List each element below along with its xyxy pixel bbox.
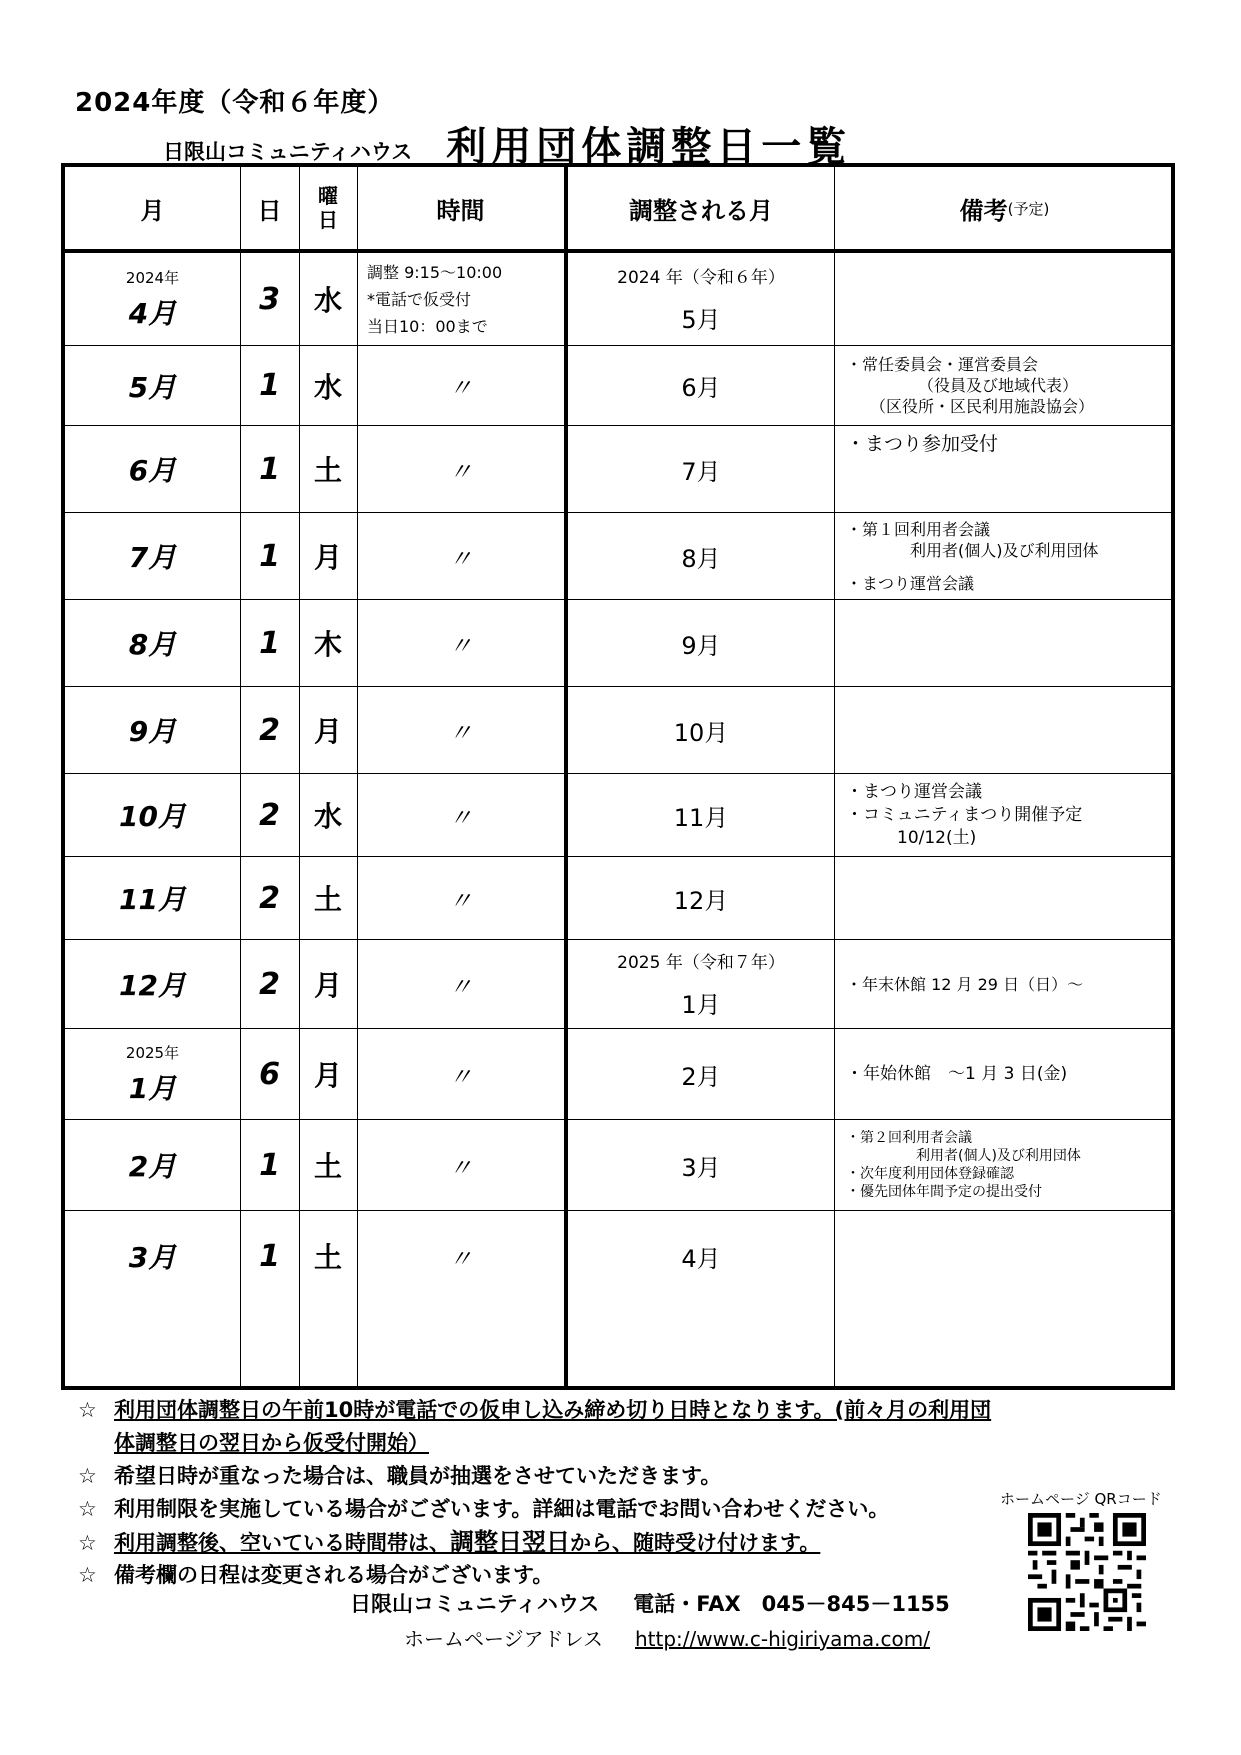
notes-text: ・まつり運営会議	[846, 573, 975, 593]
month-cell: 2月	[128, 1150, 177, 1183]
day-cell: 2	[259, 966, 280, 1002]
time-cell: 〃	[448, 1244, 473, 1273]
adjusted-month-cell: 9月	[681, 631, 721, 660]
notes-cell	[834, 1120, 1175, 1210]
weekday-cell: 月	[313, 1059, 342, 1092]
month-cell: 10月	[119, 800, 186, 833]
notes-cell	[834, 687, 1175, 773]
star-icon: ☆	[78, 1531, 97, 1555]
notes-cell	[834, 253, 1175, 345]
time-cell: 〃	[448, 886, 473, 915]
notes-cell	[834, 1211, 1175, 1386]
footer-note-emphasis: 調整日翌日	[450, 1528, 570, 1556]
table-row	[65, 1211, 1171, 1386]
notes-cell	[834, 857, 1175, 939]
contact-org: 日限山コミュニティハウス	[350, 1592, 600, 1616]
adjusted-month-cell	[568, 940, 834, 1028]
notes-text: ・常任委員会・運営委員会 （役員及び地域代表） （区役所・区民利用施設協会）	[846, 355, 1095, 416]
table-row	[65, 774, 1171, 857]
month-cell: 7月	[128, 541, 177, 574]
month-cell: 9月	[128, 715, 177, 748]
adjusted-month-cell: 6月	[681, 374, 721, 402]
footer-note	[78, 1427, 1178, 1460]
adjusted-year: 2025 年（令和７年）	[617, 953, 785, 973]
star-icon: ☆	[78, 1563, 97, 1587]
table-header	[65, 167, 1171, 253]
adjusted-month: 5月	[681, 306, 721, 334]
weekday-cell: 水	[313, 800, 342, 833]
page-title: 利用団体調整日一覧	[446, 124, 852, 170]
fiscal-year: 2024年度（令和６年度）	[75, 88, 395, 118]
table-row	[65, 426, 1171, 513]
footer-note-text: 希望日時が重なった場合は、職員が抽選をさせていただきます。	[114, 1464, 722, 1488]
notes-text: ・年始休館 ～1 月 3 日(金)	[846, 1063, 1068, 1084]
contact-line	[350, 1588, 984, 1618]
table-row	[65, 253, 1171, 346]
adjusted-month: 1月	[681, 991, 721, 1019]
notes-cell	[834, 426, 1175, 512]
table-row	[65, 346, 1171, 426]
notes-cell	[834, 513, 1175, 599]
notes-text: ・第２回利用者会議 利用者(個人)及び利用団体 ・次年度利用団体登録確認 ・優先団体年間予定の提出受付	[846, 1130, 1081, 1200]
time-cell: 〃	[448, 972, 473, 1001]
header-weekday-2: 日	[318, 208, 338, 232]
adjusted-month-cell: 8月	[681, 544, 721, 573]
footer-note-text: 利用団体調整日の午前10時が電話での仮申し込み締め切り日時となります。(前々月の利用団	[114, 1398, 992, 1422]
month-cell: 11月	[119, 883, 186, 916]
header-notes-suffix: (予定)	[1007, 199, 1050, 218]
day-cell: 1	[259, 451, 280, 487]
day-cell: 1	[259, 625, 280, 661]
day-cell: 2	[259, 880, 280, 916]
time-cell: 〃	[448, 803, 473, 832]
notes-text: ・まつり運営会議 ・コミュニティまつり開催予定 10/12(土)	[846, 781, 1083, 848]
month-cell: 12月	[119, 969, 186, 1002]
month-cell: 8月	[128, 628, 177, 661]
weekday-cell: 水	[313, 284, 342, 317]
notes-cell	[834, 600, 1175, 686]
weekday-cell: 月	[313, 715, 342, 748]
adjusted-month-cell: 4月	[681, 1244, 721, 1273]
month-cell	[65, 253, 240, 345]
adjusted-year: 2024 年（令和６年）	[617, 268, 785, 288]
year-label: 2025年	[125, 1043, 180, 1062]
adjusted-month-cell: 10月	[673, 718, 729, 747]
homepage-url-link[interactable]: http://www.c-higiriyama.com/	[635, 1627, 930, 1651]
adjusted-month-cell: 3月	[681, 1153, 721, 1182]
homepage-label: ホームページアドレス	[404, 1627, 603, 1651]
day-cell: 1	[259, 368, 280, 403]
day-cell: 6	[259, 1056, 280, 1092]
header-weekday-1: 曜	[318, 184, 338, 208]
footer-note-text: 備考欄の日程は変更される場合がございます。	[114, 1563, 554, 1587]
footer-note-text: 利用調整後、空いている時間帯は、	[114, 1531, 450, 1555]
time-cell: 〃	[448, 631, 473, 660]
weekday-cell: 月	[313, 969, 342, 1002]
time-cell: 〃	[448, 1153, 473, 1182]
schedule-table	[61, 163, 1175, 1390]
weekday-cell: 土	[313, 883, 342, 916]
time-cell: 〃	[448, 1062, 473, 1091]
footer-note	[78, 1394, 1178, 1427]
day-cell: 3	[259, 281, 280, 317]
header-time: 時間	[436, 196, 485, 225]
contact-phone: 電話・FAX 045－845－1155	[633, 1592, 950, 1616]
header-adjusted-month: 調整される月	[629, 196, 773, 225]
month-cell: 3月	[128, 1241, 177, 1274]
table-row	[65, 687, 1171, 774]
day-cell: 1	[259, 1238, 280, 1274]
header-notes	[834, 167, 1175, 249]
notes-text: ・まつり参加受付	[846, 433, 999, 455]
time-line: 当日10：00まで	[367, 316, 488, 336]
table-row	[65, 1029, 1171, 1120]
time-cell: 〃	[448, 544, 473, 573]
month-cell: 5月	[128, 370, 177, 404]
time-cell: 〃	[448, 718, 473, 747]
qr-label: ホームページ QRコード	[1000, 1490, 1162, 1508]
footer-note-text: から、随時受け付けます。	[570, 1531, 821, 1555]
star-icon: ☆	[78, 1464, 97, 1488]
time-line: 調整 9:15～10:00	[367, 262, 503, 282]
notes-cell	[834, 940, 1175, 1028]
time-cell	[357, 253, 564, 345]
header-weekday	[299, 167, 357, 249]
adjusted-month-cell: 7月	[681, 457, 721, 486]
qr-code-icon[interactable]	[1028, 1513, 1146, 1631]
year-label: 2024年	[125, 268, 180, 287]
notes-cell	[834, 346, 1175, 425]
weekday-cell: 土	[313, 1150, 342, 1183]
day-cell: 2	[259, 712, 280, 748]
homepage-line	[404, 1623, 930, 1652]
month-cell	[65, 1029, 240, 1119]
time-cell: 〃	[448, 374, 473, 402]
table-row	[65, 513, 1171, 600]
notes-text: ・第１回利用者会議 利用者(個人)及び利用団体	[846, 519, 1099, 560]
weekday-cell: 月	[313, 541, 342, 574]
adjusted-month-cell	[568, 253, 834, 345]
adjusted-month-cell: 11月	[673, 803, 729, 832]
month-label: 1月	[128, 1071, 177, 1105]
time-line: *電話で仮受付	[367, 289, 472, 309]
table-row	[65, 1120, 1171, 1211]
organization-name: 日限山コミュニティハウス	[163, 140, 413, 164]
adjusted-month-cell: 2月	[681, 1062, 721, 1091]
day-cell: 1	[259, 538, 280, 574]
weekday-cell: 水	[313, 370, 342, 404]
header-day: 日	[257, 196, 282, 225]
adjusted-month-cell: 12月	[673, 886, 729, 915]
footer-note	[78, 1526, 1178, 1559]
star-icon: ☆	[78, 1497, 97, 1521]
weekday-cell: 土	[313, 454, 342, 487]
table-row	[65, 600, 1171, 687]
header-month: 月	[140, 196, 165, 225]
time-cell: 〃	[448, 457, 473, 486]
table-row	[65, 857, 1171, 940]
month-cell: 6月	[128, 454, 177, 487]
table-row	[65, 940, 1171, 1029]
notes-cell	[834, 774, 1175, 856]
day-cell: 1	[259, 1147, 280, 1183]
notes-text: ・年末休館 12 月 29 日（日）～	[846, 974, 1084, 994]
footer-note-text: 利用制限を実施している場合がございます。詳細は電話でお問い合わせください。	[114, 1497, 890, 1521]
weekday-cell: 土	[313, 1241, 342, 1274]
footer-note-text: 体調整日の翌日から仮受付開始）	[114, 1431, 429, 1455]
notes-cell	[834, 1029, 1175, 1119]
day-cell: 2	[259, 797, 280, 833]
header-notes-label: 備考	[959, 196, 1008, 225]
weekday-cell: 木	[313, 628, 342, 661]
star-icon: ☆	[78, 1398, 97, 1422]
month-label: 4月	[128, 296, 177, 330]
